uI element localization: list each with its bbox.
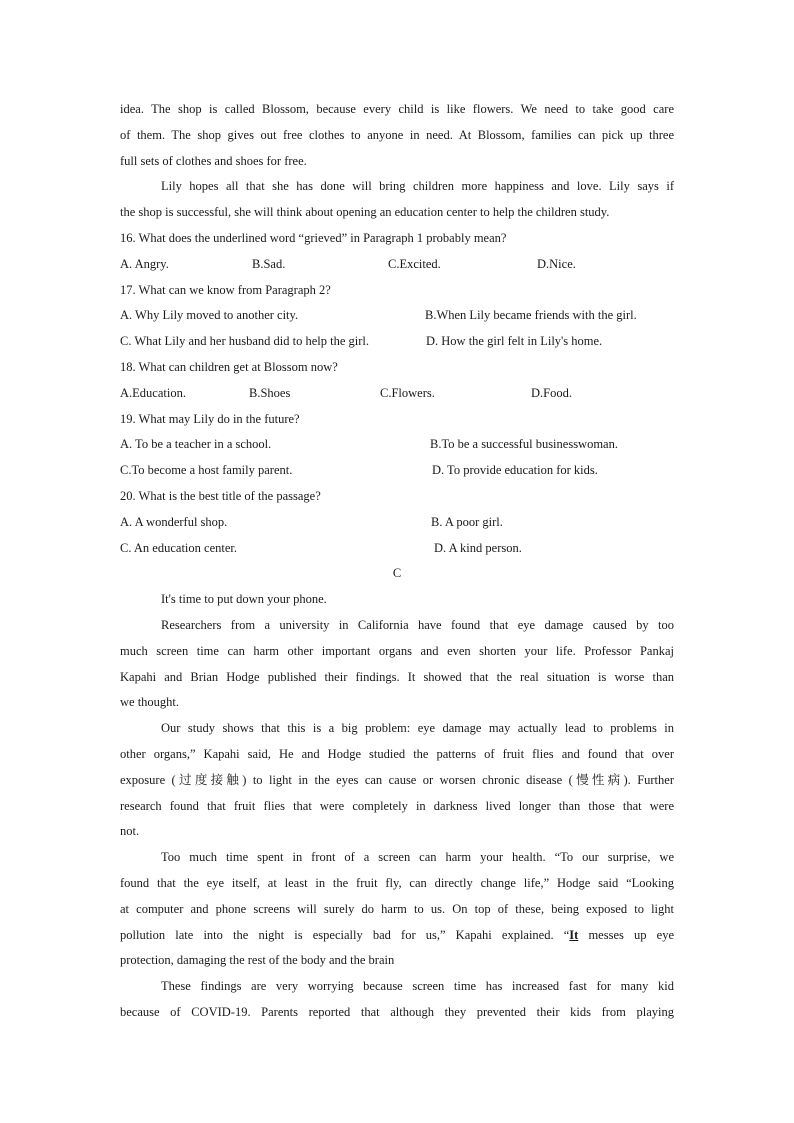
option-d: D. How the girl felt in Lily's home. (426, 334, 603, 349)
option-a: A. A wonderful shop. (120, 514, 228, 529)
text-line: Our study shows that this is a big problem: eye damage may actually lead to problems in (161, 721, 674, 736)
option-c: C.Excited. (388, 256, 441, 271)
text-line: protection, damaging the rest of the body and the brain (120, 953, 395, 968)
option-b: B.To be a successful businesswoman. (430, 437, 618, 452)
question-stem: 20. What is the best title of the passage? (120, 488, 321, 503)
text-line: because of COVID-19. Parents reported that although they prevented their kids from playing (120, 1004, 674, 1019)
text-line: Lily hopes all that she has done will bring children more happiness and love. Lily says if (161, 179, 674, 194)
option-d: D. A kind person. (434, 540, 522, 555)
option-c: C. An education center. (120, 540, 237, 555)
option-b: B.Shoes (249, 385, 291, 400)
text-line: at computer and phone screens will surely do harm to us. On top of these, being exposed to light (120, 901, 674, 916)
section-heading: C (392, 566, 402, 581)
document-page (120, 97, 674, 1026)
option-d: D.Nice. (537, 256, 576, 271)
question-options (120, 303, 674, 329)
text-line: the shop is successful, she will think about opening an education center to help the children study. (120, 205, 610, 220)
option-b: B.When Lily became friends with the girl. (425, 308, 637, 323)
text-line: not. (120, 824, 140, 839)
text-line: These findings are very worrying because screen time has increased fast for many kid (161, 979, 674, 994)
option-b: B.Sad. (252, 256, 286, 271)
option-c: C. What Lily and her husband did to help the girl. (120, 334, 370, 349)
question-options (120, 458, 674, 484)
text-line: we thought. (120, 695, 180, 710)
question-options (120, 252, 674, 278)
option-a: A. Why Lily moved to another city. (120, 308, 299, 323)
question-stem: 18. What can children get at Blossom now? (120, 359, 338, 374)
underlined-word: It (569, 927, 579, 942)
passage-intro: It's time to put down your phone. (161, 592, 327, 607)
question-stem: 19. What may Lily do in the future? (120, 411, 300, 426)
option-a: A. To be a teacher in a school. (120, 437, 272, 452)
question-options (120, 329, 674, 355)
text-line: Researchers from a university in California have found that eye damage caused by too (161, 617, 674, 632)
text-fragment: pollution late into the night is especially bad for us,” Kapahi explained. “ (120, 927, 570, 942)
text-line: of them. The shop gives out free clothes to anyone in need. At Blossom, families can pick up three (120, 127, 674, 142)
option-c: C.Flowers. (380, 385, 435, 400)
text-line: research found that fruit flies that were completely in darkness lived longer than those that were (120, 798, 674, 813)
text-line: full sets of clothes and shoes for free. (120, 153, 307, 168)
option-c: C.To become a host family parent. (120, 463, 293, 478)
text-line: Too much time spent in front of a screen can harm your health. “To our surprise, we (161, 850, 674, 865)
text-line: found that the eye itself, at least in the fruit fly, can directly change life,” Hodge said “Looking (120, 875, 674, 890)
question-options (120, 432, 674, 458)
option-b: B. A poor girl. (431, 514, 503, 529)
question-stem: 17. What can we know from Paragraph 2? (120, 282, 331, 297)
text-line: Kapahi and Brian Hodge published their findings. It showed that the real situation is worse than (120, 669, 674, 684)
question-options (120, 536, 674, 562)
text-line (120, 923, 674, 949)
text-line: much screen time can harm other important organs and even shorten your life. Professor Pankaj (120, 643, 674, 658)
text-fragment: messes up eye (578, 927, 674, 942)
text-line: other organs,” Kapahi said, He and Hodge studied the patterns of fruit flies and found that over (120, 746, 674, 761)
text-line: exposure (过度接触) to light in the eyes can cause or worsen chronic disease (慢性病). Further (120, 772, 674, 787)
question-stem: 16. What does the underlined word “grieved” in Paragraph 1 probably mean? (120, 230, 507, 245)
text-line: idea. The shop is called Blossom, because every child is like flowers. We need to take good care (120, 102, 674, 116)
option-d: D. To provide education for kids. (432, 463, 598, 478)
question-options (120, 510, 674, 536)
option-d: D.Food. (531, 385, 572, 400)
question-options (120, 381, 674, 407)
option-a: A.Education. (120, 385, 186, 400)
option-a: A. Angry. (120, 256, 169, 271)
